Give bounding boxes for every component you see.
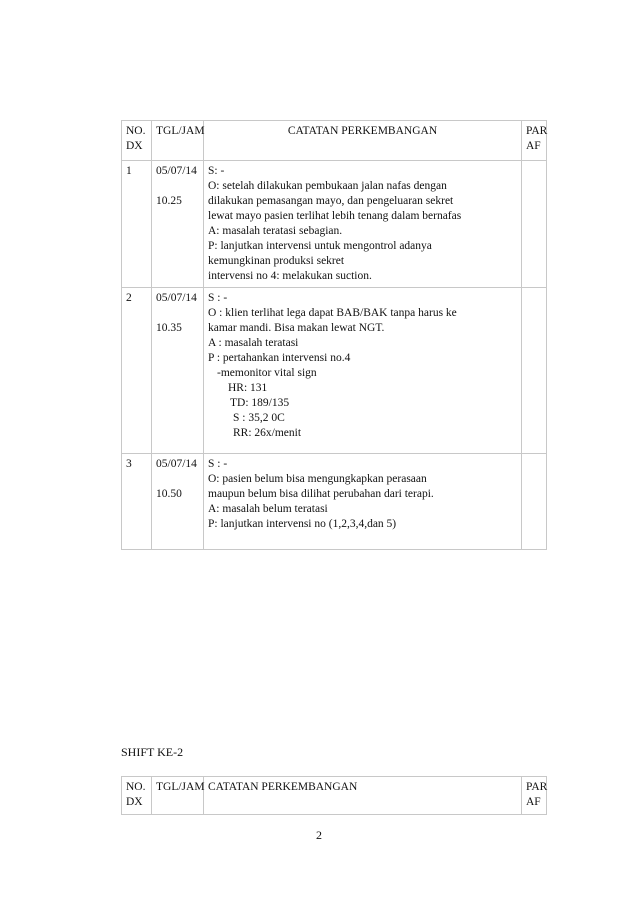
row-time: 10.25 [156, 195, 182, 207]
note-line: lewat mayo pasien terlihat lebih tenang dalam bernafas [208, 210, 462, 222]
header-paraf: PAR AF [522, 121, 547, 161]
note-line: S: - [208, 165, 225, 177]
note-line: O : klien terlihat lega dapat BAB/BAK tanpa harus ke [208, 307, 457, 319]
page-number: 2 [316, 828, 322, 842]
note-line: dilakukan pemasangan mayo, dan pengeluaran sekret [208, 195, 454, 207]
note-line: kemungkinan produksi sekret [208, 255, 345, 267]
note-line: P: lanjutkan intervensi no (1,2,3,4,dan 5) [208, 518, 397, 530]
row-paraf [522, 288, 547, 454]
table-row [122, 161, 547, 288]
note-line: RR: 26x/menit [233, 427, 302, 439]
progress-notes-table [121, 120, 547, 550]
note-line: A : masalah teratasi [208, 337, 299, 349]
note-line: HR: 131 [228, 382, 268, 394]
table-row [122, 288, 547, 454]
header-tgl-jam: TGL/JAM [152, 777, 204, 815]
note-line: P : pertahankan intervensi no.4 [208, 352, 351, 364]
row-notes [204, 454, 522, 550]
table-row [122, 454, 547, 550]
row-datetime [152, 288, 204, 454]
shift2-table [121, 776, 547, 815]
row-datetime [152, 454, 204, 550]
row-notes [204, 161, 522, 288]
note-line: S : - [208, 292, 228, 304]
note-line: S : - [208, 458, 228, 470]
header-no-dx: NO. DX [122, 777, 152, 815]
row-paraf [522, 454, 547, 550]
header-tgl-jam: TGL/JAM [152, 121, 204, 161]
note-line: S : 35,2 0C [233, 412, 285, 424]
note-line: P: lanjutkan intervensi untuk mengontrol adanya [208, 240, 432, 252]
row-paraf [522, 161, 547, 288]
row-no: 3 [122, 454, 152, 550]
shift-label: SHIFT KE-2 [121, 745, 184, 759]
note-line: A: masalah belum teratasi [208, 503, 328, 515]
note-line: kamar mandi. Bisa makan lewat NGT. [208, 322, 385, 334]
table-header-row [122, 777, 547, 815]
row-datetime [152, 161, 204, 288]
table-header-row [122, 121, 547, 161]
row-date: 05/07/14 [156, 458, 197, 470]
note-line: A: masalah teratasi sebagian. [208, 225, 343, 237]
note-line: TD: 189/135 [230, 397, 290, 409]
row-time: 10.35 [156, 322, 182, 334]
header-paraf: PAR AF [522, 777, 547, 815]
note-line: -memonitor vital sign [217, 367, 317, 379]
row-date: 05/07/14 [156, 165, 197, 177]
row-time: 10.50 [156, 488, 182, 500]
row-notes [204, 288, 522, 454]
row-no: 1 [122, 161, 152, 288]
note-line: O: pasien belum bisa mengungkapkan perasaan [208, 473, 427, 485]
header-no-dx: NO. DX [122, 121, 152, 161]
header-catatan: CATATAN PERKEMBANGAN [204, 777, 522, 815]
note-line: O: setelah dilakukan pembukaan jalan nafas dengan [208, 180, 447, 192]
note-line: maupun belum bisa dilihat perubahan dari terapi. [208, 488, 434, 500]
row-no: 2 [122, 288, 152, 454]
header-catatan: CATATAN PERKEMBANGAN [204, 121, 522, 161]
row-date: 05/07/14 [156, 292, 197, 304]
note-line: intervensi no 4: melakukan suction. [208, 270, 372, 282]
